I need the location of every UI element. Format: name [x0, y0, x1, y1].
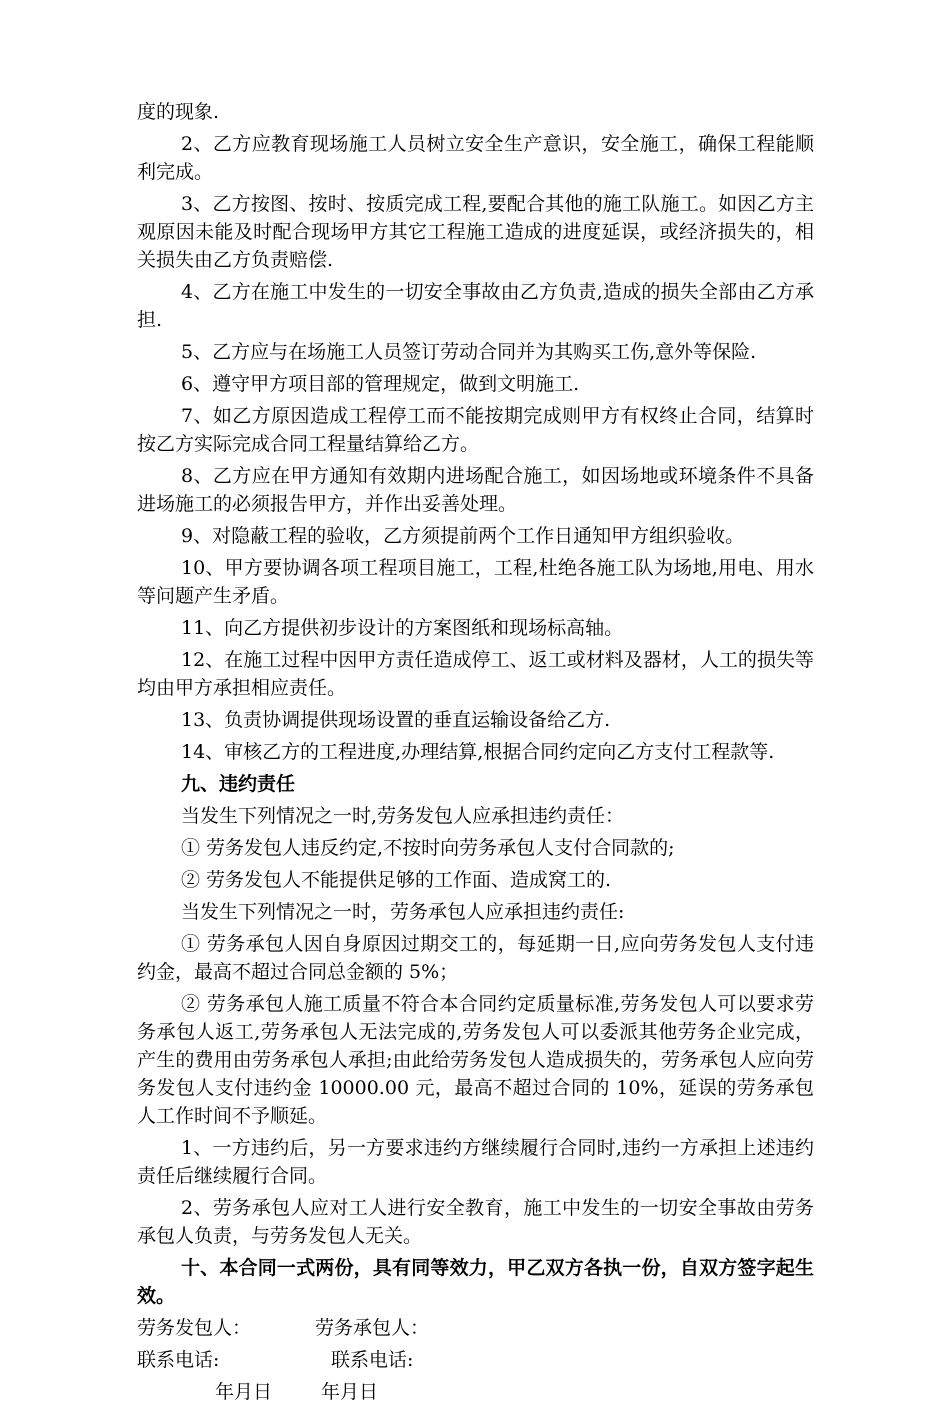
clause-7: 7、如乙方原因造成工程停工而不能按期完成则甲方有权终止合同，结算时按乙方实际完成合同工程量结算给乙方。: [137, 405, 814, 455]
breach-rule-1: 1、一方违约后，另一方要求违约方继续履行合同时,违约一方承担上述违约责任后继续履行合同。: [137, 1137, 814, 1187]
signature-row-phone: [137, 1346, 814, 1374]
clause-10: 10、甲方要协调各项工程项目施工，工程,杜绝各施工队为场地,用电、用水等问题产生矛盾。: [137, 557, 814, 607]
contract-page: [137, 98, 814, 1410]
clause-5: 5、乙方应与在场施工人员签订劳动合同并为其购买工伤,意外等保险.: [181, 341, 757, 363]
signature-employer-date: 年月日: [215, 1381, 273, 1403]
section-heading-breach: 九、违约责任: [181, 773, 296, 795]
clause-13: 13、负责协调提供现场设置的垂直运输设备给乙方.: [181, 709, 611, 731]
signature-employer-label: 劳务发包人：: [137, 1317, 252, 1339]
breach-employer-item-2: ② 劳务发包人不能提供足够的工作面、造成窝工的.: [181, 869, 612, 891]
signature-row-date: [137, 1378, 814, 1406]
signature-contractor-date: 年月日: [321, 1381, 379, 1403]
clause-14: 14、审核乙方的工程进度,办理结算,根据合同约定向乙方支付工程款等.: [181, 741, 775, 763]
section-heading-effect: 十、本合同一式两份，具有同等效力，甲乙双方各执一份，自双方签字起生效。: [137, 1257, 814, 1307]
clause-6: 6、遵守甲方项目部的管理规定，做到文明施工.: [181, 373, 580, 395]
clause-8: 8、乙方应在甲方通知有效期内进场配合施工，如因场地或环境条件不具备进场施工的必须报告甲方，并作出妥善处理。: [137, 465, 814, 515]
clause-3: 3、乙方按图、按时、按质完成工程,要配合其他的施工队施工。如因乙方主观原因未能及时配合现场甲方其它工程施工造成的进度延误，或经济损失的，相关损失由乙方负责赔偿.: [137, 193, 814, 271]
breach-contractor-item-2: ② 劳务承包人施工质量不符合本合同约定质量标准,劳务发包人可以要求劳务承包人返工,劳务承包人无法完成的,劳务发包人可以委派其他劳务企业完成，产生的费用由劳务承包人承担;由此给劳务发包人造成损失的，劳务承包人应向劳务发包人支付违约金 10000.00 元，最高不超过合同的 10%，延误的劳务承包人工作时间不予顺延。: [137, 993, 814, 1127]
clause-4: 4、乙方在施工中发生的一切安全事故由乙方负责,造成的损失全部由乙方承担.: [137, 281, 814, 331]
paragraph-0: 度的现象.: [137, 101, 220, 123]
clause-12: 12、在施工过程中因甲方责任造成停工、返工或材料及器材，人工的损失等均由甲方承担相应责任。: [137, 649, 814, 699]
clause-2: 2、乙方应教育现场施工人员树立安全生产意识，安全施工，确保工程能顺利完成。: [137, 133, 814, 183]
breach-contractor-intro: 当发生下列情况之一时，劳务承包人应承担违约责任:: [181, 901, 625, 923]
signature-row-parties: [137, 1314, 814, 1342]
breach-rule-2: 2、劳务承包人应对工人进行安全教育，施工中发生的一切安全事故由劳务承包人负责，与劳务发包人无关。: [137, 1197, 814, 1247]
signature-employer-phone-label: 联系电话:: [137, 1349, 220, 1371]
clause-11: 11、向乙方提供初步设计的方案图纸和现场标高轴。: [181, 617, 624, 639]
breach-contractor-item-1: ① 劳务承包人因自身原因过期交工的，每延期一日,应向劳务发包人支付违约金，最高不超过合同总金额的 5%；: [137, 933, 814, 983]
signature-contractor-phone-label: 联系电话:: [331, 1349, 414, 1371]
breach-employer-item-1: ① 劳务发包人违反约定,不按时向劳务承包人支付合同款的;: [181, 837, 675, 859]
breach-employer-intro: 当发生下列情况之一时,劳务发包人应承担违约责任：: [181, 805, 625, 827]
signature-contractor-label: 劳务承包人：: [315, 1317, 430, 1339]
clause-9: 9、对隐蔽工程的验收，乙方须提前两个工作日通知甲方组织验收。: [181, 525, 745, 547]
